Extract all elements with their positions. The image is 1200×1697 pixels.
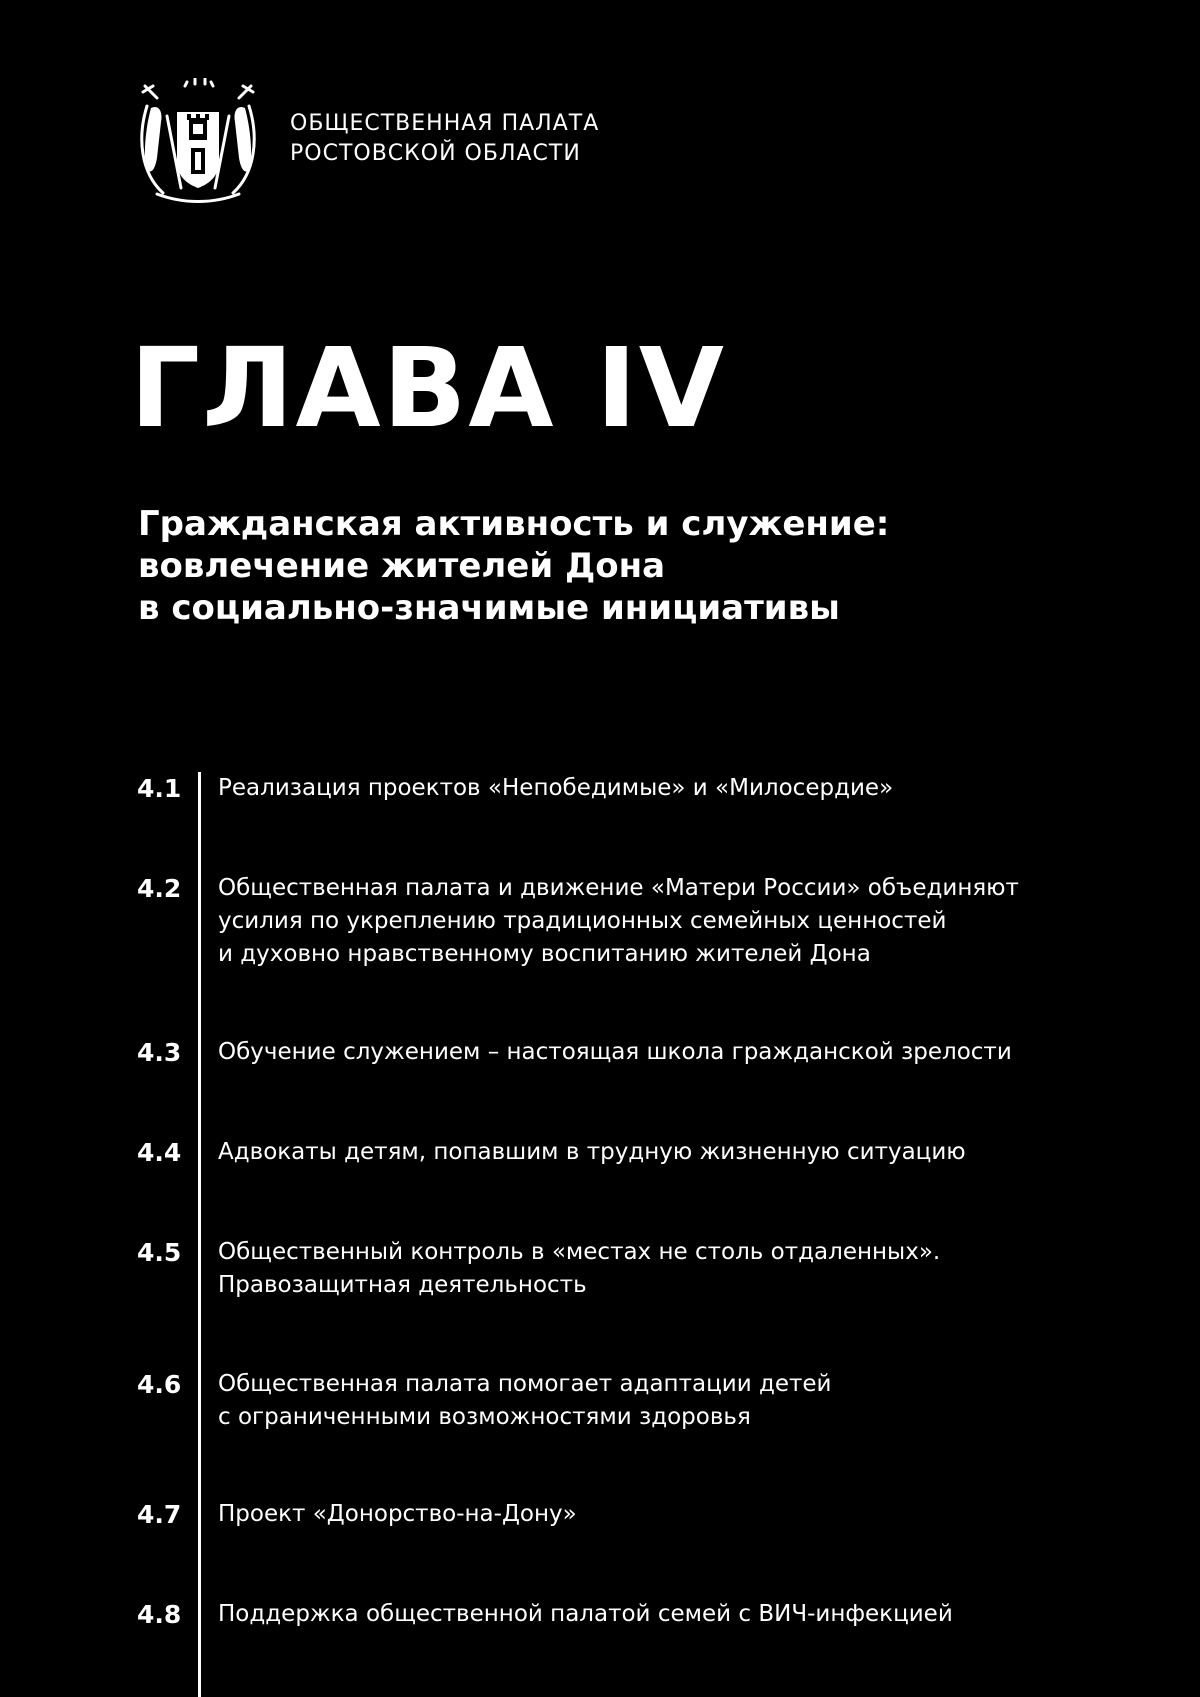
toc-item-number: 4.7: [137, 1500, 182, 1529]
chapter-subtitle-line: в социально-значимые инициативы: [138, 588, 840, 628]
toc-item-title-line: с ограниченными возможностями здоровья: [218, 1404, 751, 1430]
organization-name-line1: ОБЩЕСТВЕННАЯ ПАЛАТА: [290, 111, 600, 136]
toc-item-title-line: Поддержка общественной палатой семей с ВИЧ-инфекцией: [218, 1601, 953, 1627]
toc-item-title-line: Адвокаты детям, попавшим в трудную жизненную ситуацию: [218, 1139, 966, 1165]
toc-item-number: 4.2: [137, 874, 182, 903]
toc-item-number: 4.1: [137, 774, 182, 803]
toc-item-title-line: Общественная палата помогает адаптации детей: [218, 1371, 832, 1397]
toc-item-title-line: и духовно нравственному воспитанию жителей Дона: [218, 941, 871, 967]
chapter-subtitle-line: Гражданская активность и служение:: [138, 504, 890, 544]
toc-item-number: 4.6: [137, 1370, 182, 1399]
toc-item-number: 4.4: [137, 1138, 182, 1167]
toc-item-title-line: Реализация проектов «Непобедимые» и «Милосердие»: [218, 775, 894, 801]
toc-item-title-line: Проект «Донорство-на-Дону»: [218, 1501, 577, 1527]
toc-item-title: [218, 772, 998, 805]
toc-item-title: [218, 872, 1019, 971]
toc-item-title-line: Общественная палата и движение «Матери России» объединяют: [218, 875, 1019, 901]
toc-item-title-line: Обучение служением – настоящая школа гражданской зрелости: [218, 1039, 1012, 1065]
toc-item-title: [218, 1498, 998, 1531]
toc-item-number: 4.8: [137, 1600, 182, 1629]
toc-item-title: [218, 1136, 998, 1169]
toc-item-title-line: Общественный контроль в «местах не столь отдаленных».: [218, 1239, 941, 1265]
toc-item-title: [218, 1036, 1012, 1069]
toc-divider-line: [198, 772, 201, 1697]
toc-item-title: [218, 1368, 998, 1434]
chapter-subtitle-line: вовлечение жителей Дона: [138, 546, 666, 586]
toc-item-title-line: Правозащитная деятельность: [218, 1272, 587, 1298]
organization-name-line2: РОСТОВСКОЙ ОБЛАСТИ: [290, 141, 581, 166]
toc-item-title: [218, 1236, 998, 1302]
toc-item-number: 4.5: [137, 1238, 182, 1267]
toc-item-title-line: усилия по укреплению традиционных семейных ценностей: [218, 908, 947, 934]
toc-item-number: 4.3: [137, 1038, 182, 1067]
toc-item-title: [218, 1598, 998, 1631]
chapter-title: ГЛАВА IV: [130, 324, 726, 452]
